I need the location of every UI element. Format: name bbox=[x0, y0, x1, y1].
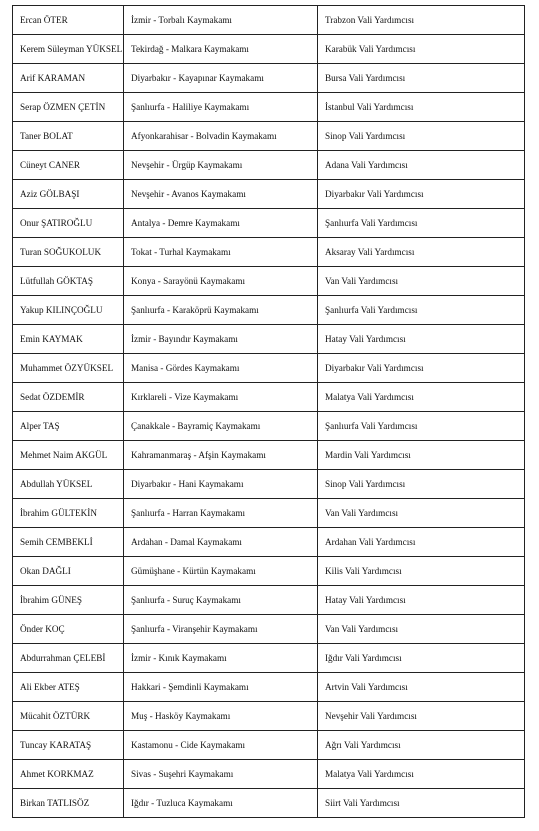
current-post-cell: Diyarbakır - Kayapınar Kaymakamı bbox=[124, 64, 318, 93]
new-post-cell: Trabzon Vali Yardımcısı bbox=[318, 6, 525, 35]
person-name-cell: İbrahim GÜLTEKİN bbox=[13, 499, 124, 528]
new-post-cell: Van Vali Yardımcısı bbox=[318, 615, 525, 644]
new-post-cell: Ağrı Vali Yardımcısı bbox=[318, 731, 525, 760]
table-row bbox=[13, 615, 525, 644]
current-post-cell: Nevşehir - Ürgüp Kaymakamı bbox=[124, 151, 318, 180]
current-post-cell: Kahramanmaraş - Afşin Kaymakamı bbox=[124, 441, 318, 470]
table-row bbox=[13, 499, 525, 528]
new-post-cell: Ardahan Vali Yardımcısı bbox=[318, 528, 525, 557]
person-name-cell: Taner BOLAT bbox=[13, 122, 124, 151]
table-row bbox=[13, 441, 525, 470]
new-post-cell: Aksaray Vali Yardımcısı bbox=[318, 238, 525, 267]
person-name-cell: Önder KOÇ bbox=[13, 615, 124, 644]
person-name-cell: Serap ÖZMEN ÇETİN bbox=[13, 93, 124, 122]
current-post-cell: Antalya - Demre Kaymakamı bbox=[124, 209, 318, 238]
person-name-cell: Kerem Süleyman YÜKSEL bbox=[13, 35, 124, 64]
current-post-cell: Diyarbakır - Hani Kaymakamı bbox=[124, 470, 318, 499]
table-row bbox=[13, 470, 525, 499]
new-post-cell: Siirt Vali Yardımcısı bbox=[318, 789, 525, 818]
new-post-cell: İstanbul Vali Yardımcısı bbox=[318, 93, 525, 122]
person-name-cell: Birkan TATLISÖZ bbox=[13, 789, 124, 818]
current-post-cell: Iğdır - Tuzluca Kaymakamı bbox=[124, 789, 318, 818]
current-post-cell: Afyonkarahisar - Bolvadin Kaymakamı bbox=[124, 122, 318, 151]
current-post-cell: Gümüşhane - Kürtün Kaymakamı bbox=[124, 557, 318, 586]
table-row bbox=[13, 789, 525, 818]
table-row bbox=[13, 702, 525, 731]
table-row bbox=[13, 209, 525, 238]
current-post-cell: Sivas - Suşehri Kaymakamı bbox=[124, 760, 318, 789]
current-post-cell: Tokat - Turhal Kaymakamı bbox=[124, 238, 318, 267]
table-row bbox=[13, 180, 525, 209]
person-name-cell: Emin KAYMAK bbox=[13, 325, 124, 354]
table-row bbox=[13, 93, 525, 122]
table-row bbox=[13, 267, 525, 296]
person-name-cell: Mücahit ÖZTÜRK bbox=[13, 702, 124, 731]
table-row bbox=[13, 64, 525, 93]
new-post-cell: Kilis Vali Yardımcısı bbox=[318, 557, 525, 586]
current-post-cell: Şanlıurfa - Viranşehir Kaymakamı bbox=[124, 615, 318, 644]
current-post-cell: Şanlıurfa - Karaköprü Kaymakamı bbox=[124, 296, 318, 325]
table-row bbox=[13, 6, 525, 35]
new-post-cell: Van Vali Yardımcısı bbox=[318, 267, 525, 296]
person-name-cell: Semih CEMBEKLİ bbox=[13, 528, 124, 557]
appointments-table-body bbox=[13, 6, 525, 818]
current-post-cell: Konya - Sarayönü Kaymakamı bbox=[124, 267, 318, 296]
table-row bbox=[13, 760, 525, 789]
person-name-cell: Alper TAŞ bbox=[13, 412, 124, 441]
person-name-cell: Mehmet Naim AKGÜL bbox=[13, 441, 124, 470]
current-post-cell: İzmir - Torbalı Kaymakamı bbox=[124, 6, 318, 35]
new-post-cell: Diyarbakır Vali Yardımcısı bbox=[318, 354, 525, 383]
appointments-table bbox=[12, 5, 525, 818]
current-post-cell: Manisa - Gördes Kaymakamı bbox=[124, 354, 318, 383]
person-name-cell: Aziz GÖLBAŞI bbox=[13, 180, 124, 209]
new-post-cell: Nevşehir Vali Yardımcısı bbox=[318, 702, 525, 731]
current-post-cell: Şanlıurfa - Haliliye Kaymakamı bbox=[124, 93, 318, 122]
new-post-cell: Sinop Vali Yardımcısı bbox=[318, 122, 525, 151]
new-post-cell: Hatay Vali Yardımcısı bbox=[318, 586, 525, 615]
person-name-cell: Okan DAĞLI bbox=[13, 557, 124, 586]
table-row bbox=[13, 412, 525, 441]
new-post-cell: Iğdır Vali Yardımcısı bbox=[318, 644, 525, 673]
new-post-cell: Şanlıurfa Vali Yardımcısı bbox=[318, 296, 525, 325]
person-name-cell: Ali Ekber ATEŞ bbox=[13, 673, 124, 702]
current-post-cell: Muş - Hasköy Kaymakamı bbox=[124, 702, 318, 731]
new-post-cell: Van Vali Yardımcısı bbox=[318, 499, 525, 528]
current-post-cell: Kırklareli - Vize Kaymakamı bbox=[124, 383, 318, 412]
table-row bbox=[13, 673, 525, 702]
table-row bbox=[13, 528, 525, 557]
table-row bbox=[13, 151, 525, 180]
new-post-cell: Diyarbakır Vali Yardımcısı bbox=[318, 180, 525, 209]
current-post-cell: Ardahan - Damal Kaymakamı bbox=[124, 528, 318, 557]
table-row bbox=[13, 731, 525, 760]
table-row bbox=[13, 122, 525, 151]
person-name-cell: Yakup KILINÇOĞLU bbox=[13, 296, 124, 325]
table-row bbox=[13, 383, 525, 412]
current-post-cell: Şanlıurfa - Harran Kaymakamı bbox=[124, 499, 318, 528]
person-name-cell: Abdullah YÜKSEL bbox=[13, 470, 124, 499]
new-post-cell: Malatya Vali Yardımcısı bbox=[318, 760, 525, 789]
person-name-cell: Sedat ÖZDEMİR bbox=[13, 383, 124, 412]
new-post-cell: Malatya Vali Yardımcısı bbox=[318, 383, 525, 412]
new-post-cell: Hatay Vali Yardımcısı bbox=[318, 325, 525, 354]
new-post-cell: Mardin Vali Yardımcısı bbox=[318, 441, 525, 470]
table-row bbox=[13, 644, 525, 673]
person-name-cell: Ahmet KORKMAZ bbox=[13, 760, 124, 789]
current-post-cell: Şanlıurfa - Suruç Kaymakamı bbox=[124, 586, 318, 615]
table-row bbox=[13, 296, 525, 325]
new-post-cell: Adana Vali Yardımcısı bbox=[318, 151, 525, 180]
table-row bbox=[13, 325, 525, 354]
table-row bbox=[13, 238, 525, 267]
table-row bbox=[13, 557, 525, 586]
new-post-cell: Bursa Vali Yardımcısı bbox=[318, 64, 525, 93]
person-name-cell: İbrahim GÜNEŞ bbox=[13, 586, 124, 615]
new-post-cell: Şanlıurfa Vali Yardımcısı bbox=[318, 209, 525, 238]
table-row bbox=[13, 586, 525, 615]
new-post-cell: Artvin Vali Yardımcısı bbox=[318, 673, 525, 702]
current-post-cell: İzmir - Kınık Kaymakamı bbox=[124, 644, 318, 673]
person-name-cell: Muhammet ÖZYÜKSEL bbox=[13, 354, 124, 383]
person-name-cell: Onur ŞATIROĞLU bbox=[13, 209, 124, 238]
current-post-cell: İzmir - Bayındır Kaymakamı bbox=[124, 325, 318, 354]
new-post-cell: Şanlıurfa Vali Yardımcısı bbox=[318, 412, 525, 441]
new-post-cell: Karabük Vali Yardımcısı bbox=[318, 35, 525, 64]
person-name-cell: Turan SOĞUKOLUK bbox=[13, 238, 124, 267]
current-post-cell: Hakkari - Şemdinli Kaymakamı bbox=[124, 673, 318, 702]
person-name-cell: Lütfullah GÖKTAŞ bbox=[13, 267, 124, 296]
person-name-cell: Tuncay KARATAŞ bbox=[13, 731, 124, 760]
current-post-cell: Çanakkale - Bayramiç Kaymakamı bbox=[124, 412, 318, 441]
current-post-cell: Tekirdağ - Malkara Kaymakamı bbox=[124, 35, 318, 64]
current-post-cell: Kastamonu - Cide Kaymakamı bbox=[124, 731, 318, 760]
current-post-cell: Nevşehir - Avanos Kaymakamı bbox=[124, 180, 318, 209]
person-name-cell: Abdurrahman ÇELEBİ bbox=[13, 644, 124, 673]
person-name-cell: Ercan ÖTER bbox=[13, 6, 124, 35]
person-name-cell: Cüneyt CANER bbox=[13, 151, 124, 180]
table-row bbox=[13, 354, 525, 383]
person-name-cell: Arif KARAMAN bbox=[13, 64, 124, 93]
table-row bbox=[13, 35, 525, 64]
new-post-cell: Sinop Vali Yardımcısı bbox=[318, 470, 525, 499]
